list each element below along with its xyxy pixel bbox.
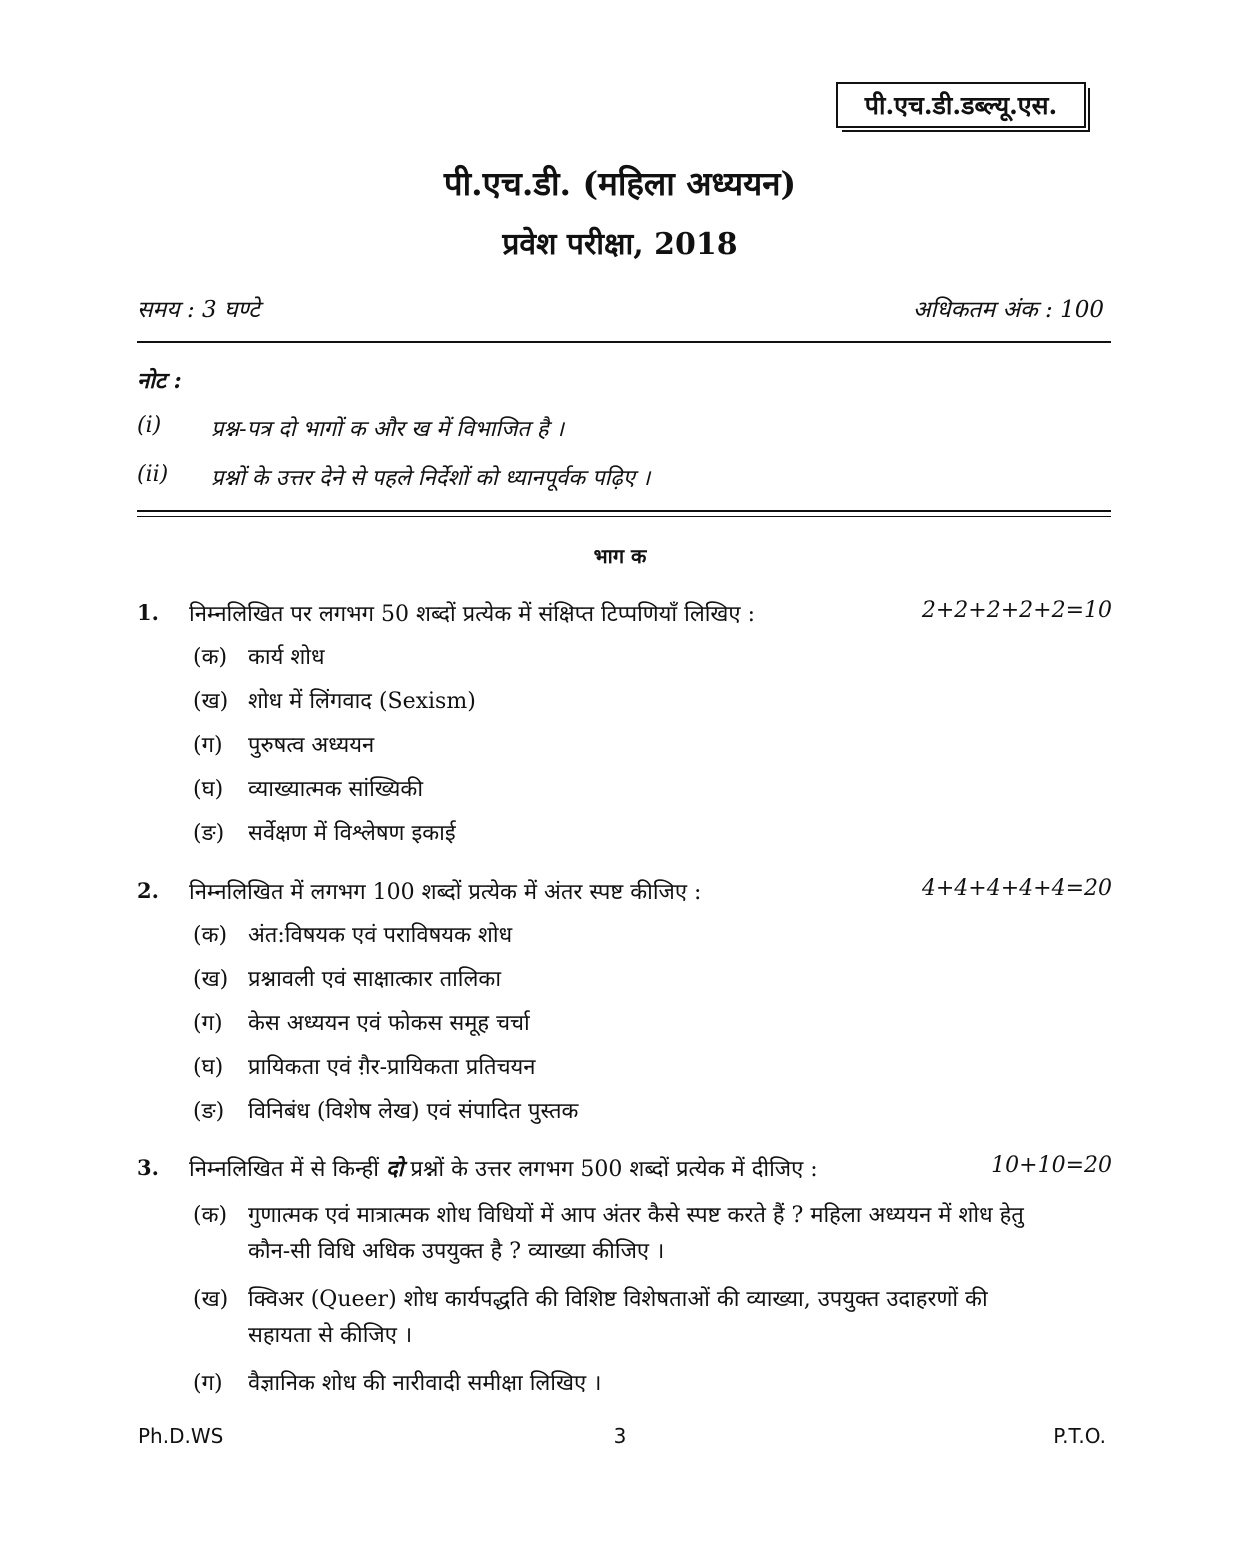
item-text: वैज्ञानिक शोध की नारीवादी समीक्षा लिखिए । <box>248 1371 602 1396</box>
item-label: (क) <box>193 1203 228 1228</box>
item-text: सर्वेक्षण में विश्लेषण इकाई <box>248 821 456 846</box>
item-text: व्याख्यात्मक सांख्यिकी <box>248 777 424 802</box>
item-text: केस अध्ययन एवं फोकस समूह चर्चा <box>248 1011 530 1036</box>
question-3-item <box>193 1198 1053 1270</box>
item-text: कार्य शोध <box>248 645 325 670</box>
item-text: प्रायिकता एवं ग़ैर-प्रायिकता प्रतिचयन <box>248 1055 536 1080</box>
question-marks: 4+4+4+4+4=20 <box>921 876 1112 901</box>
question-3-item <box>193 1282 1053 1354</box>
question-text <box>189 1153 818 1183</box>
question-text: निम्नलिखित पर लगभग 50 शब्दों प्रत्येक में संक्षिप्त टिप्पणियाँ लिखिए : <box>189 602 755 627</box>
question-text-end: प्रश्नों के उत्तर लगभग 500 शब्दों प्रत्येक में दीजिए : <box>403 1157 818 1182</box>
question-text: निम्नलिखित में लगभग 100 शब्दों प्रत्येक में अंतर स्पष्ट कीजिए : <box>189 880 702 905</box>
question-2-item <box>193 1007 530 1037</box>
item-label: (ख) <box>193 689 229 714</box>
item-text: शोध में लिंगवाद (Sexism) <box>248 689 476 714</box>
question-1-item <box>193 685 476 715</box>
please-turn-over: P.T.O. <box>1053 1424 1106 1448</box>
question-marks: 2+2+2+2+2=10 <box>921 598 1112 623</box>
item-label: (घ) <box>193 1055 224 1080</box>
question-2-item <box>193 1095 578 1125</box>
item-label: (क) <box>193 645 228 670</box>
note-text: प्रश्न-पत्र दो भागों क और ख में विभाजित है । <box>211 417 564 442</box>
note-number: (i) <box>137 413 162 438</box>
question-number: 1. <box>137 600 159 625</box>
question-2-item <box>193 1051 536 1081</box>
footer-paper-code: Ph.D.WS <box>138 1424 224 1448</box>
section-heading: भाग क <box>593 544 647 568</box>
note-label: नोट : <box>137 368 182 394</box>
item-label: (ग) <box>193 733 223 758</box>
item-text: अंत:विषयक एवं पराविषयक शोध <box>248 923 513 948</box>
maximum-marks: अधिकतम अंक : 100 <box>912 297 1104 323</box>
item-text: प्रश्नावली एवं साक्षात्कार तालिका <box>248 967 502 992</box>
question-1-item <box>193 817 456 847</box>
question-marks: 10+10=20 <box>991 1153 1112 1178</box>
note-text: प्रश्नों के उत्तर देने से पहले निर्देशों को ध्यानपूर्वक पढ़िए । <box>211 466 651 491</box>
question-number: 2. <box>137 878 159 903</box>
item-text: पुरुषत्व अध्ययन <box>248 733 375 758</box>
paper-code-box <box>836 82 1086 128</box>
item-label: (ग) <box>193 1371 223 1396</box>
question-3-item <box>193 1366 1053 1402</box>
item-label: (ङ) <box>193 1099 225 1124</box>
item-label: (ग) <box>193 1011 223 1036</box>
double-divider-bottom <box>137 516 1111 517</box>
exam-title: पी.एच.डी. (महिला अध्ययन) <box>443 164 797 203</box>
page-number: 3 <box>613 1424 627 1448</box>
item-text: गुणात्मक एवं मात्रात्मक शोध विधियों में आप अंतर कैसे स्पष्ट करते हैं ? महिला अध्ययन में शोध हेतु कौन-सी विधि अधिक उपयुक्त है ? व्याख्या कीजिए । <box>248 1203 1024 1264</box>
item-label: (क) <box>193 923 228 948</box>
item-text: क्विअर (Queer) शोध कार्यपद्धति की विशिष्ट विशेषताओं की व्याख्या, उपयुक्त उदाहरणों की सहायता से कीजिए । <box>248 1287 988 1348</box>
item-label: (घ) <box>193 777 224 802</box>
paper-code: पी.एच.डी.डब्ल्यू.एस. <box>864 91 1058 120</box>
item-label: (ख) <box>193 967 229 992</box>
question-number: 3. <box>137 1155 159 1180</box>
question-2-item <box>193 963 501 993</box>
item-label: (ख) <box>193 1287 229 1312</box>
divider-line <box>137 341 1111 343</box>
exam-subtitle: प्रवेश परीक्षा, 2018 <box>502 227 738 262</box>
question-1-item <box>193 729 374 759</box>
item-label: (ङ) <box>193 821 225 846</box>
question-text-emphasis: दो <box>385 1156 404 1182</box>
item-text: विनिबंध (विशेष लेख) एवं संपादित पुस्तक <box>248 1099 579 1124</box>
question-1-item <box>193 773 423 803</box>
question-text-start: निम्नलिखित में से किन्हीं <box>189 1157 386 1182</box>
question-2-item <box>193 919 512 949</box>
question-1-item <box>193 641 325 671</box>
double-divider-top <box>137 510 1111 512</box>
time-allowed: समय : 3 घण्टे <box>137 297 260 323</box>
note-number: (ii) <box>137 462 169 487</box>
